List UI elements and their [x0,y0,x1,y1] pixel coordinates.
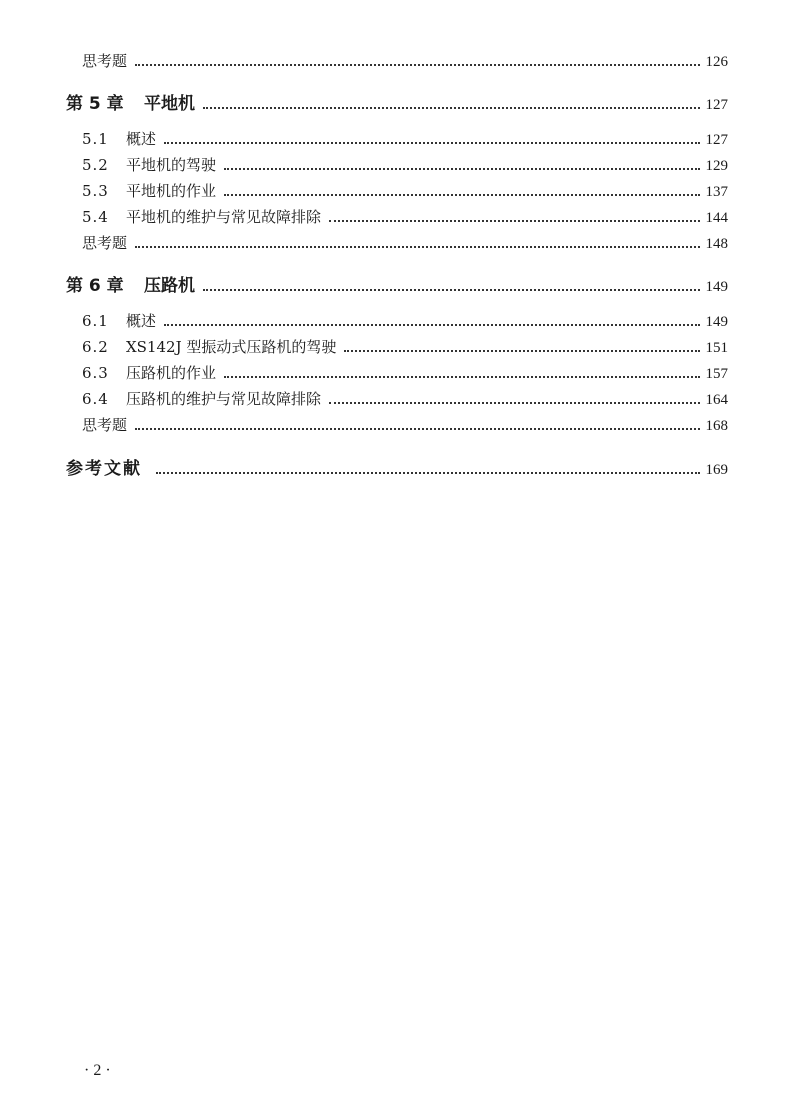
chapter-page: 149 [705,279,728,295]
dot-leader [344,350,699,352]
dot-leader [156,472,700,474]
dot-leader [224,194,699,196]
entry-title: 思考题 [82,234,128,252]
section-page: 129 [705,158,728,174]
section-number: 5.1 [82,130,109,148]
toc-entry-6-3[interactable] [82,362,728,383]
chapter-label: 第 5 章 [66,94,124,114]
chapter-title: 压路机 [144,276,195,296]
entry-page: 126 [705,54,728,70]
entry-title: 思考题 [82,52,128,70]
section-page: 127 [705,132,728,148]
toc-entry-questions-ch5[interactable] [82,232,728,253]
section-title: XS142J 型振动式压路机的驾驶 [126,338,337,356]
references-title: 参考文献 [66,459,142,479]
section-title: 概述 [126,312,157,330]
toc-entry-6-4[interactable] [82,388,728,409]
dot-leader [135,246,699,248]
section-number: 5.3 [82,182,109,200]
page-number: · 2 · [84,1062,111,1079]
entry-page: 168 [705,418,728,434]
toc-entry-5-2[interactable] [82,154,728,175]
section-number: 5.4 [82,208,109,226]
dot-leader [135,428,699,430]
toc-entry-questions-ch4[interactable] [82,50,728,71]
toc-entry-5-3[interactable] [82,180,728,201]
toc-entry-5-1[interactable] [82,128,728,149]
section-number: 6.3 [82,364,109,382]
references-page: 169 [705,462,728,478]
section-page: 164 [705,392,728,408]
toc-entry-5-4[interactable] [82,206,728,227]
section-number: 6.4 [82,390,109,408]
toc-references[interactable] [66,454,728,479]
dot-leader [224,168,699,170]
section-page: 137 [705,184,728,200]
section-title: 平地机的驾驶 [126,156,217,174]
section-number: 6.1 [82,312,109,330]
section-page: 157 [705,366,728,382]
section-page: 151 [705,340,728,356]
dot-leader [164,324,699,326]
section-title: 平地机的维护与常见故障排除 [126,208,322,226]
section-title: 压路机的维护与常见故障排除 [126,390,322,408]
entry-page: 148 [705,236,728,252]
dot-leader [164,142,699,144]
dot-leader [329,220,699,222]
dot-leader [135,64,699,66]
toc-chapter-5[interactable] [66,89,728,114]
dot-leader [203,289,700,291]
section-title: 平地机的作业 [126,182,217,200]
section-title: 压路机的作业 [126,364,217,382]
section-page: 149 [705,314,728,330]
toc-entry-questions-ch6[interactable] [82,414,728,435]
section-number: 6.2 [82,338,109,356]
toc-entry-6-1[interactable] [82,310,728,331]
chapter-label: 第 6 章 [66,276,124,296]
entry-title: 思考题 [82,416,128,434]
chapter-page: 127 [705,97,728,113]
toc-chapter-6[interactable] [66,271,728,296]
section-page: 144 [705,210,728,226]
chapter-title: 平地机 [144,94,195,114]
section-title: 概述 [126,130,157,148]
section-number: 5.2 [82,156,109,174]
dot-leader [203,107,700,109]
dot-leader [329,402,699,404]
dot-leader [224,376,699,378]
toc-entry-6-2[interactable] [82,336,728,357]
